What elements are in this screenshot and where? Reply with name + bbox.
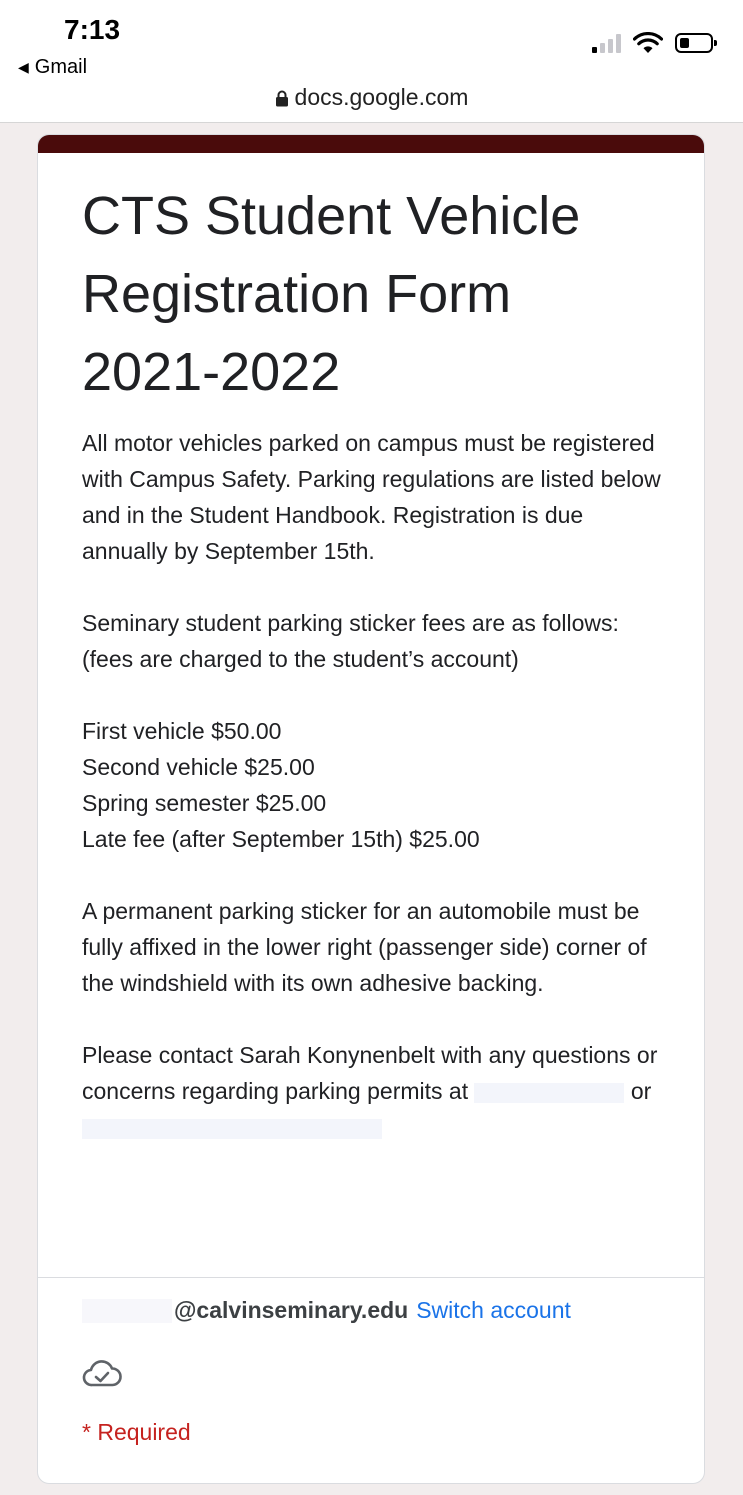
form-title: CTS Student Vehicle Registration Form 2021-2022 [82,186,581,402]
contact-lead: Please contact Sarah Konynenbelt with any questions or concerns regarding parking permits at [82,1042,658,1104]
back-arrow-icon: ◀ [18,59,29,75]
description-paragraph: A permanent parking sticker for an automobile must be fully affixed in the lower right (passenger side) corner of the windshield with its own adhesive backing. [82,898,647,996]
redacted-username [82,1299,172,1323]
form-header-card [37,134,705,1484]
fee-item: First vehicle $50.00 [82,718,282,744]
form-description [82,425,662,1145]
wifi-icon [633,32,663,54]
required-note: * Required [82,1419,191,1445]
fee-item: Spring semester $25.00 [82,790,327,816]
back-to-gmail[interactable] [18,56,87,79]
description-paragraph: Seminary student parking sticker fees are as follows: (fees are charged to the student’s account) [82,610,619,672]
contact-or: or [630,1078,652,1104]
clock: 7:13 [64,14,121,45]
signal-icon [592,33,621,53]
account-email: @calvinseminary.edu [174,1297,409,1323]
divider [38,1277,704,1278]
browser-top-bar [0,0,743,123]
description-paragraph: All motor vehicles parked on campus must be registered with Campus Safety. Parking regulations are listed below and in the Student Handbook. Registration is due annually by September 15th. [82,430,661,564]
battery-icon [675,33,713,53]
redacted-contact [474,1083,624,1103]
lock-icon [275,90,289,107]
address-bar[interactable] [0,84,743,111]
account-row [82,1297,571,1324]
contact-paragraph [82,1037,662,1145]
switch-account-link[interactable]: Switch account [416,1297,571,1323]
redacted-contact [82,1119,382,1139]
fee-list [82,713,662,857]
theme-accent-bar [38,135,704,153]
url-text: docs.google.com [294,84,469,110]
status-icons [592,32,713,54]
fee-item: Second vehicle $25.00 [82,754,315,780]
back-app-label: Gmail [34,56,88,78]
cloud-check-icon [82,1359,122,1389]
fee-item: Late fee (after September 15th) $25.00 [82,826,480,852]
